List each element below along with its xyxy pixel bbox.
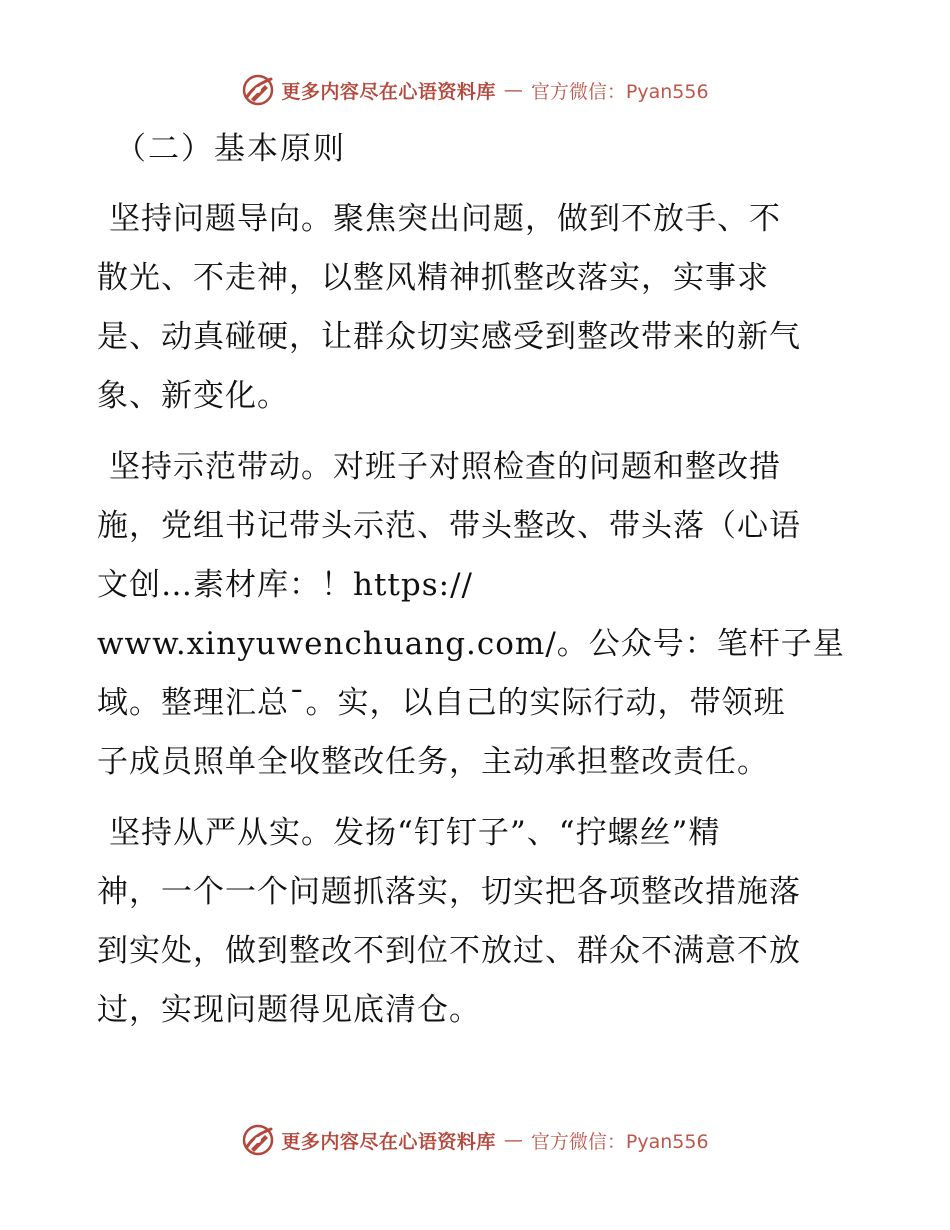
- banner-dash: —: [503, 79, 523, 101]
- text-line: 到实处，做到整改不到位不放过、群众不满意不放: [97, 933, 801, 969]
- paragraph-demonstration: [97, 438, 857, 792]
- text-line: 域。整理汇总¯。实，以自己的实际行动，带领班: [97, 685, 786, 721]
- text-line: 是、动真碰硬，让群众切实感受到整改带来的新气: [97, 319, 801, 355]
- text-line: www.xinyuwenchuang.com/。公众号：笔杆子星: [97, 626, 845, 662]
- text-line: 坚持问题导向。聚焦突出问题，做到不放手、不: [109, 201, 781, 237]
- text-line: 散光、不走神，以整风精神抓整改落实，实事求: [97, 260, 769, 296]
- text-line: 过，实现问题得见底清仓。: [97, 992, 481, 1028]
- paragraph-problem-oriented: [97, 190, 857, 426]
- pen-logo-icon: [241, 73, 275, 107]
- banner-inner: [241, 73, 708, 107]
- text-line: 象、新变化。: [97, 378, 289, 414]
- text-line: 文创…素材库：！https://: [97, 567, 473, 603]
- banner-inner: [241, 1123, 708, 1157]
- header-banner: [0, 70, 950, 110]
- banner-text: 更多内容尽在心语资料库: [281, 80, 496, 103]
- text-line: 神，一个一个问题抓落实，切实把各项整改措施落: [97, 874, 801, 910]
- text-line: 施，党组书记带头示范、带头整改、带头落（心语: [97, 508, 801, 544]
- banner-wechat: 官方微信：Pyan556: [530, 80, 709, 103]
- pen-logo-icon: [241, 1123, 275, 1157]
- paragraph-strict-practical: [97, 804, 857, 1040]
- text-line: 坚持从严从实。发扬“钉钉子”、“拧螺丝”精: [109, 815, 721, 851]
- document-body: [97, 120, 857, 1052]
- banner-wechat: 官方微信：Pyan556: [530, 1130, 709, 1153]
- text-line: 子成员照单全收整改任务，主动承担整改责任。: [97, 744, 769, 780]
- banner-text: 更多内容尽在心语资料库: [281, 1130, 496, 1153]
- text-line: 坚持示范带动。对班子对照检查的问题和整改措: [109, 449, 781, 485]
- section-heading: （二）基本原则: [115, 131, 346, 167]
- banner-dash: —: [503, 1129, 523, 1151]
- footer-banner: [0, 1120, 950, 1160]
